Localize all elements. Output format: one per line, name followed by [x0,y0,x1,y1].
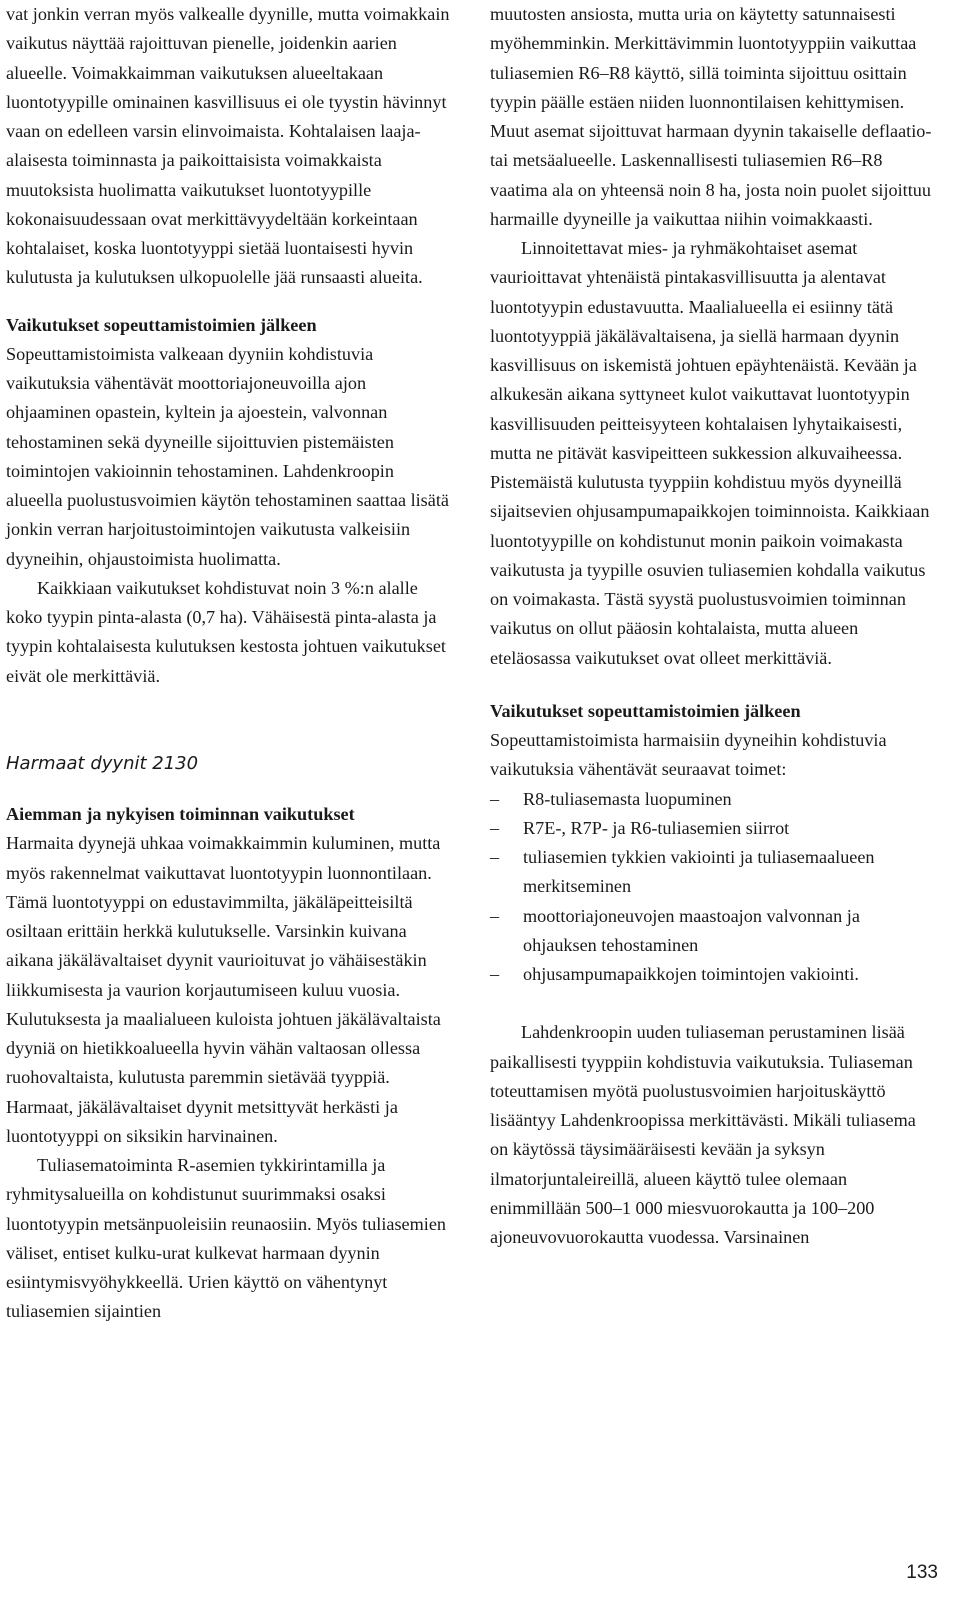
heading-after-adaptation-grey: Vaikutukset sopeuttamistoimien jälkeen [490,700,801,721]
list-item: – ohjusampumapaikkojen toimintojen vakiointi. [490,960,938,989]
list-item: – R7E-, R7P- ja R6-tuliasemien siirrot [490,814,938,843]
summary-paragraph: Kaikkiaan vaikutukset kohdistuvat noin 3 %:n alalle koko tyypin pinta-alasta (0,7 ha). Vähäisestä pinta-alasta ja tyypin kohtalaisesta kulutuksen kestosta johtuen vaikutukset eivät ole merkittäviä. [6,577,446,686]
firing-paragraph: Tuliasematoiminta R-asemien tykkirintamilla ja ryhmitysalueilla on kohdistunut suurimmaksi osaksi luontotyypin metsänpuoleisiin reunaosiin. Myös tuliasemien väliset, entiset kulku-urat kulkevat harmaan dyynin esiintymisvyöhykkeellä. Urien käyttö on vähentynyt tuliasemien sijaintien [6,1155,446,1322]
list-item: – R8-tuliasemasta luopuminen [490,785,938,814]
fortified-paragraph: Linnoitettavat mies- ja ryhmäkohtaiset asemat vaurioittavat yhtenäistä pintakasvillisuutta ja alentavat luontotyypin edustavuutta. Maalialueella ei esiinny tätä luontotyyppiä jäkälävaltaisena, ja siellä harmaan dyynin kasvillisuus on iskemistä johtuen epäyhtenäistä. Kevään ja alkukesän aikana syttyneet kulot vaikuttavat luontotyypin kasvillisuuden peitteisyyteen kohtalaisen lyhytaikaisesti, mutta ne pitävät kasvipeitteen sukkession alkuvaiheessa. Pistemäistä kulutusta tyyppiin kohdistuu myös dyyneillä sijaitsevien ohjusampumapaikkojen toiminnoista. Kaikkiaan luontotyypille on kohdistunut monin paikoin voimakasta vaikutusta ja tyypille osuvien tuliasemien kohdalla vaikutus on voimakasta. Tästä syystä puolustusvoimien toiminnan vaikutus on ollut pääosin kohtalaista, mutta alueen eteläosassa vaikutukset ovat olleet merkittäviä. [490,238,930,668]
lahdenkroppi-paragraph: Lahdenkroopin uuden tuliaseman perustaminen lisää paikallisesti tyyppiin kohdistuvia vaikutuksia. Tuliaseman toteuttamisen myötä puolustusvoimien harjoituskäyttö lisääntyy Lahdenkroopissa merkittävästi. Mikäli tuliasema on käytössä täysimääräisesti kevään ja syksyn ilmatorjuntaleireillä, alueen käyttö tulee olemaan enimmillään 500–1 000 miesvuorokautta ja 100–200 ajoneuvovuorokautta vuodessa. Varsinainen [490,1022,916,1247]
heading-after-adaptation-white: Vaikutukset sopeuttamistoimien jälkeen [6,314,317,335]
continuation-paragraph: muutosten ansiosta, mutta uria on käytetty satunnaisesti myöhemminkin. Merkittävimmin luontotyyppiin vaikuttaa tuliasemien R6–R8 käyttö, sillä toiminta sijoittuu osittain tyypin päälle estäen niiden luonnontilaisen kehittymisen. Muut asemat sijoittuvat harmaan dyynin takaiselle deflaatio- tai metsäalueelle. Laskennallisesti tuliasemien R6–R8 vaatima ala on yhteensä noin 8 ha, josta noin puolet sijoittuu harmaille dyyneille ja vaikuttaa niihin voimakkaasti. [490,4,932,229]
impacts-paragraph: Harmaita dyynejä uhkaa voimakkaimmin kuluminen, mutta myös rakennelmat vaikuttavat luontotyypin luonnontilaan. Tämä luontotyyppi on edustavimmilta, jäkäläpeitteisiltä osiltaan erittäin herkkä kulutukselle. Varsinkin kuivana aikana jäkälävaltaiset dyynit vaurioituvat jo vähäisestäkin liikkumisesta ja vaurion korjautumiseen kuluu vuosia. Kulutuksesta ja maalialueen kuloista johtuen jäkälävaltaista dyyniä on hietikkoalueella hyvin vähän valtaosan ollessa ruohovaltaista, kulutusta paremmin sietävää tyyppiä. Harmaat, jäkälävaltaiset dyynit metsittyvät herkästi ja luontotyyppi on siksikin harvinainen. [6,833,441,1146]
section-title: Harmaat dyynit 2130 [6,752,199,774]
after-adaptation-paragraph: Sopeuttamistoimista valkeaan dyyniin kohdistuvia vaikutuksia vähentävät moottoriajoneuvoilla ajon ohjaaminen opastein, kyltein ja ajoestein, valvonnan tehostaminen sekä dyyneille sijoittuvien pistemäisten toimintojen vakioinnin tehostaminen. Lahdenkroopin alueella puolustusvoimien käytön tehostaminen saattaa lisätä jonkin verran harjoitustoimintojen vaikutusta valkeisiin dyyneihin, ohjaustoimista huolimatta. [6,343,449,569]
page-number: 133 [906,1562,938,1583]
right-column [490,0,938,1252]
heading-impacts: Aiemman ja nykyisen toiminnan vaikutukset [6,804,355,824]
list-item: – tuliasemien tykkien vakiointi ja tuliasemaalueen merkitseminen [490,843,938,902]
after-intro-paragraph: Sopeuttamistoimista harmaisiin dyyneihin kohdistuvia vaikutuksia vähentävät seuraavat toimet: [490,730,887,780]
intro-paragraph: vat jonkin verran myös valkealle dyynille, mutta voimakkain vaikutus näyttää rajoittuvan pienelle, joidenkin aarien alueelle. Voimakkaimman vaikutuksen alueeltakaan luontotyypille ominainen kasvillisuus ei ole tyystin hävinnyt vaan on edelleen varsin elinvoimaista. Kohtalaisen laaja-alaisesta toiminnasta ja paikoittaisista voimakkaista muutoksista huolimatta vaikutukset luontotyypille kokonaisuudessaan ovat merkittävyydeltään korkeintaan kohtalaiset, koska luontotyyppi sietää luontaisesti hyvin kulutusta ja kulutuksen ulkopuolelle jää runsaasti alueita. [6,4,450,288]
list-item: – moottoriajoneuvojen maastoajon valvonnan ja ohjauksen tehostaminen [490,902,938,961]
left-column [6,0,454,1327]
measures-list [490,785,938,990]
